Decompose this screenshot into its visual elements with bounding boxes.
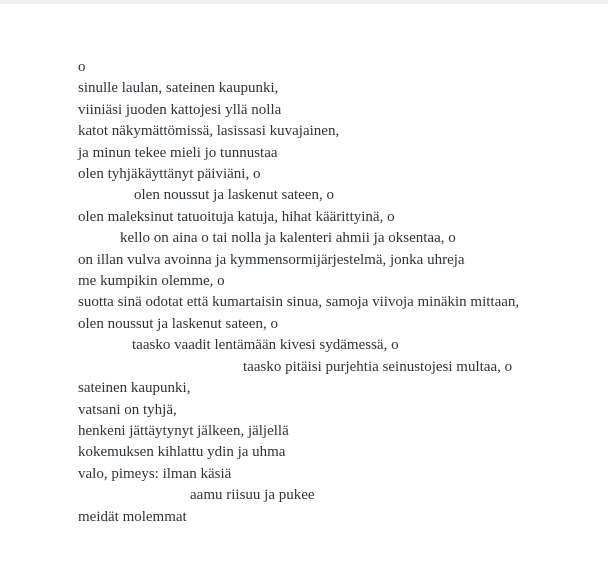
- poem-line: taasko pitäisi purjehtia seinustojesi multaa, o: [243, 358, 513, 375]
- poem-line: aamu riisuu ja pukee: [190, 487, 315, 504]
- top-strip: [0, 0, 608, 4]
- poem-line: katot näkymättömissä, lasissasi kuvajainen,: [78, 123, 340, 140]
- poem-line: o: [78, 59, 86, 75]
- poem-line: olen noussut ja laskenut sateen, o: [134, 187, 334, 204]
- poem-line: kokemuksen kihlattu ydin ja uhma: [78, 444, 286, 461]
- poem-line: vatsani on tyhjä,: [78, 401, 177, 418]
- poem-line: meidät molemmat: [78, 508, 187, 525]
- poem-line: ja minun tekee mieli jo tunnustaa: [78, 144, 278, 161]
- poem-line: sinulle laulan, sateinen kaupunki,: [78, 80, 279, 97]
- poem-line: on illan vulva avoinna ja kymmensormijärjestelmä, jonka uhreja: [78, 251, 465, 268]
- poem-line: kello on aina o tai nolla ja kalenteri ahmii ja oksentaa, o: [120, 230, 456, 247]
- poem-line: me kumpikin olemme, o: [78, 273, 225, 290]
- poem-line: sateinen kaupunki,: [78, 380, 191, 397]
- poem-line: valo, pimeys: ilman käsiä: [78, 465, 232, 482]
- poem-text-block: [78, 57, 588, 528]
- poem-line: olen tyhjäkäyttänyt päiviäni, o: [78, 166, 261, 183]
- poem-line: olen maleksinut tatuoituja katuja, hihat käärittyinä, o: [78, 208, 395, 225]
- poem-line: viiniäsi juoden kattojesi yllä nolla: [78, 101, 282, 118]
- poem-line: taasko vaadit lentämään kivesi sydämessä, o: [132, 337, 399, 354]
- poem-line: henkeni jättäytynyt jälkeen, jäljellä: [78, 422, 289, 439]
- poem-line: suotta sinä odotat että kumartaisin sinua, samoja viivoja minäkin mittaan,: [78, 294, 520, 311]
- poem-line: olen noussut ja laskenut sateen, o: [78, 315, 278, 332]
